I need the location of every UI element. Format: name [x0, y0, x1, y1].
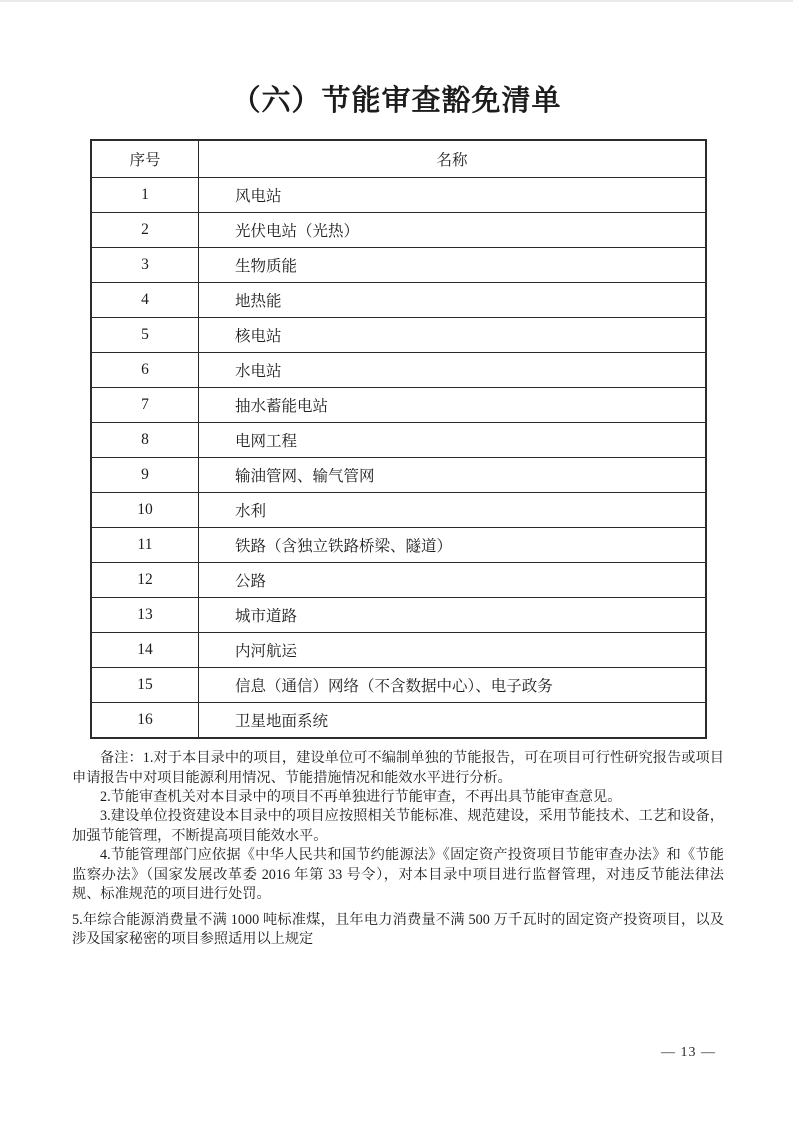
row-seq: 10 [91, 493, 199, 528]
row-name: 核电站 [199, 318, 707, 353]
table-row [91, 248, 706, 283]
row-seq: 6 [91, 353, 199, 388]
table-row [91, 388, 706, 423]
row-seq: 14 [91, 633, 199, 668]
row-seq: 3 [91, 248, 199, 283]
row-name: 抽水蓄能电站 [199, 388, 707, 423]
row-name: 内河航运 [199, 633, 707, 668]
table-row [91, 598, 706, 633]
row-seq: 16 [91, 703, 199, 739]
row-name: 输油管网、输气管网 [199, 458, 707, 493]
row-name: 水利 [199, 493, 707, 528]
table-row [91, 563, 706, 598]
table-row [91, 703, 706, 739]
note-paragraph: 2.节能审查机关对本目录中的项目不再单独进行节能审查，不再出具节能审查意见。 [100, 789, 622, 806]
page-number: — 13 — [661, 1045, 716, 1060]
row-name: 地热能 [199, 283, 707, 318]
row-seq: 12 [91, 563, 199, 598]
note-paragraph: 3.建设单位投资建设本目录中的项目应按照相关节能标准、规范建设，采用节能技术、工艺和设备，加强节能管理，不断提高项目能效水平。 [72, 808, 724, 844]
table-row [91, 318, 706, 353]
row-seq: 15 [91, 668, 199, 703]
row-name: 公路 [199, 563, 707, 598]
row-name: 水电站 [199, 353, 707, 388]
column-header-seq: 序号 [91, 140, 199, 178]
row-name: 生物质能 [199, 248, 707, 283]
table-row [91, 213, 706, 248]
row-seq: 4 [91, 283, 199, 318]
note-paragraph: 备注：1.对于本目录中的项目，建设单位可不编制单独的节能报告，可在项目可行性研究报告或项目申请报告中对项目能源利用情况、节能措施情况和能效水平进行分析。 [72, 750, 724, 786]
exemption-table [90, 139, 707, 739]
row-seq: 11 [91, 528, 199, 563]
table-row [91, 178, 706, 213]
table-row [91, 493, 706, 528]
row-seq: 8 [91, 423, 199, 458]
notes-section [72, 749, 724, 949]
row-name: 风电站 [199, 178, 707, 213]
row-seq: 7 [91, 388, 199, 423]
row-name: 铁路（含独立铁路桥梁、隧道） [199, 528, 707, 563]
table-row [91, 283, 706, 318]
page-title: （六）节能审查豁免清单 [231, 85, 562, 117]
row-name: 城市道路 [199, 598, 707, 633]
row-name: 卫星地面系统 [199, 703, 707, 739]
table-row [91, 528, 706, 563]
table-body [91, 178, 706, 739]
table-header-row [91, 140, 706, 178]
note-paragraph: 4.节能管理部门应依据《中华人民共和国节约能源法》《固定资产投资项目节能审查办法》和《节能监察办法》（国家发展改革委 2016 年第 33 号令），对本目录中项目进行监督管理，对违反节能法律法规、标准规范的项目进行处罚。 [72, 847, 724, 903]
page-top-edge [0, 0, 793, 2]
row-name: 信息（通信）网络（不含数据中心）、电子政务 [199, 668, 707, 703]
table-row [91, 633, 706, 668]
row-name: 光伏电站（光热） [199, 213, 707, 248]
row-seq: 9 [91, 458, 199, 493]
row-seq: 1 [91, 178, 199, 213]
row-seq: 13 [91, 598, 199, 633]
row-seq: 5 [91, 318, 199, 353]
note-paragraph: 5.年综合能源消费量不满 1000 吨标准煤，且年电力消费量不满 500 万千瓦时的固定资产投资项目，以及涉及国家秘密的项目参照适用以上规定 [72, 911, 724, 947]
row-seq: 2 [91, 213, 199, 248]
row-name: 电网工程 [199, 423, 707, 458]
table-row [91, 353, 706, 388]
table-row [91, 458, 706, 493]
table-row [91, 423, 706, 458]
table-row [91, 668, 706, 703]
column-header-name: 名称 [199, 140, 707, 178]
